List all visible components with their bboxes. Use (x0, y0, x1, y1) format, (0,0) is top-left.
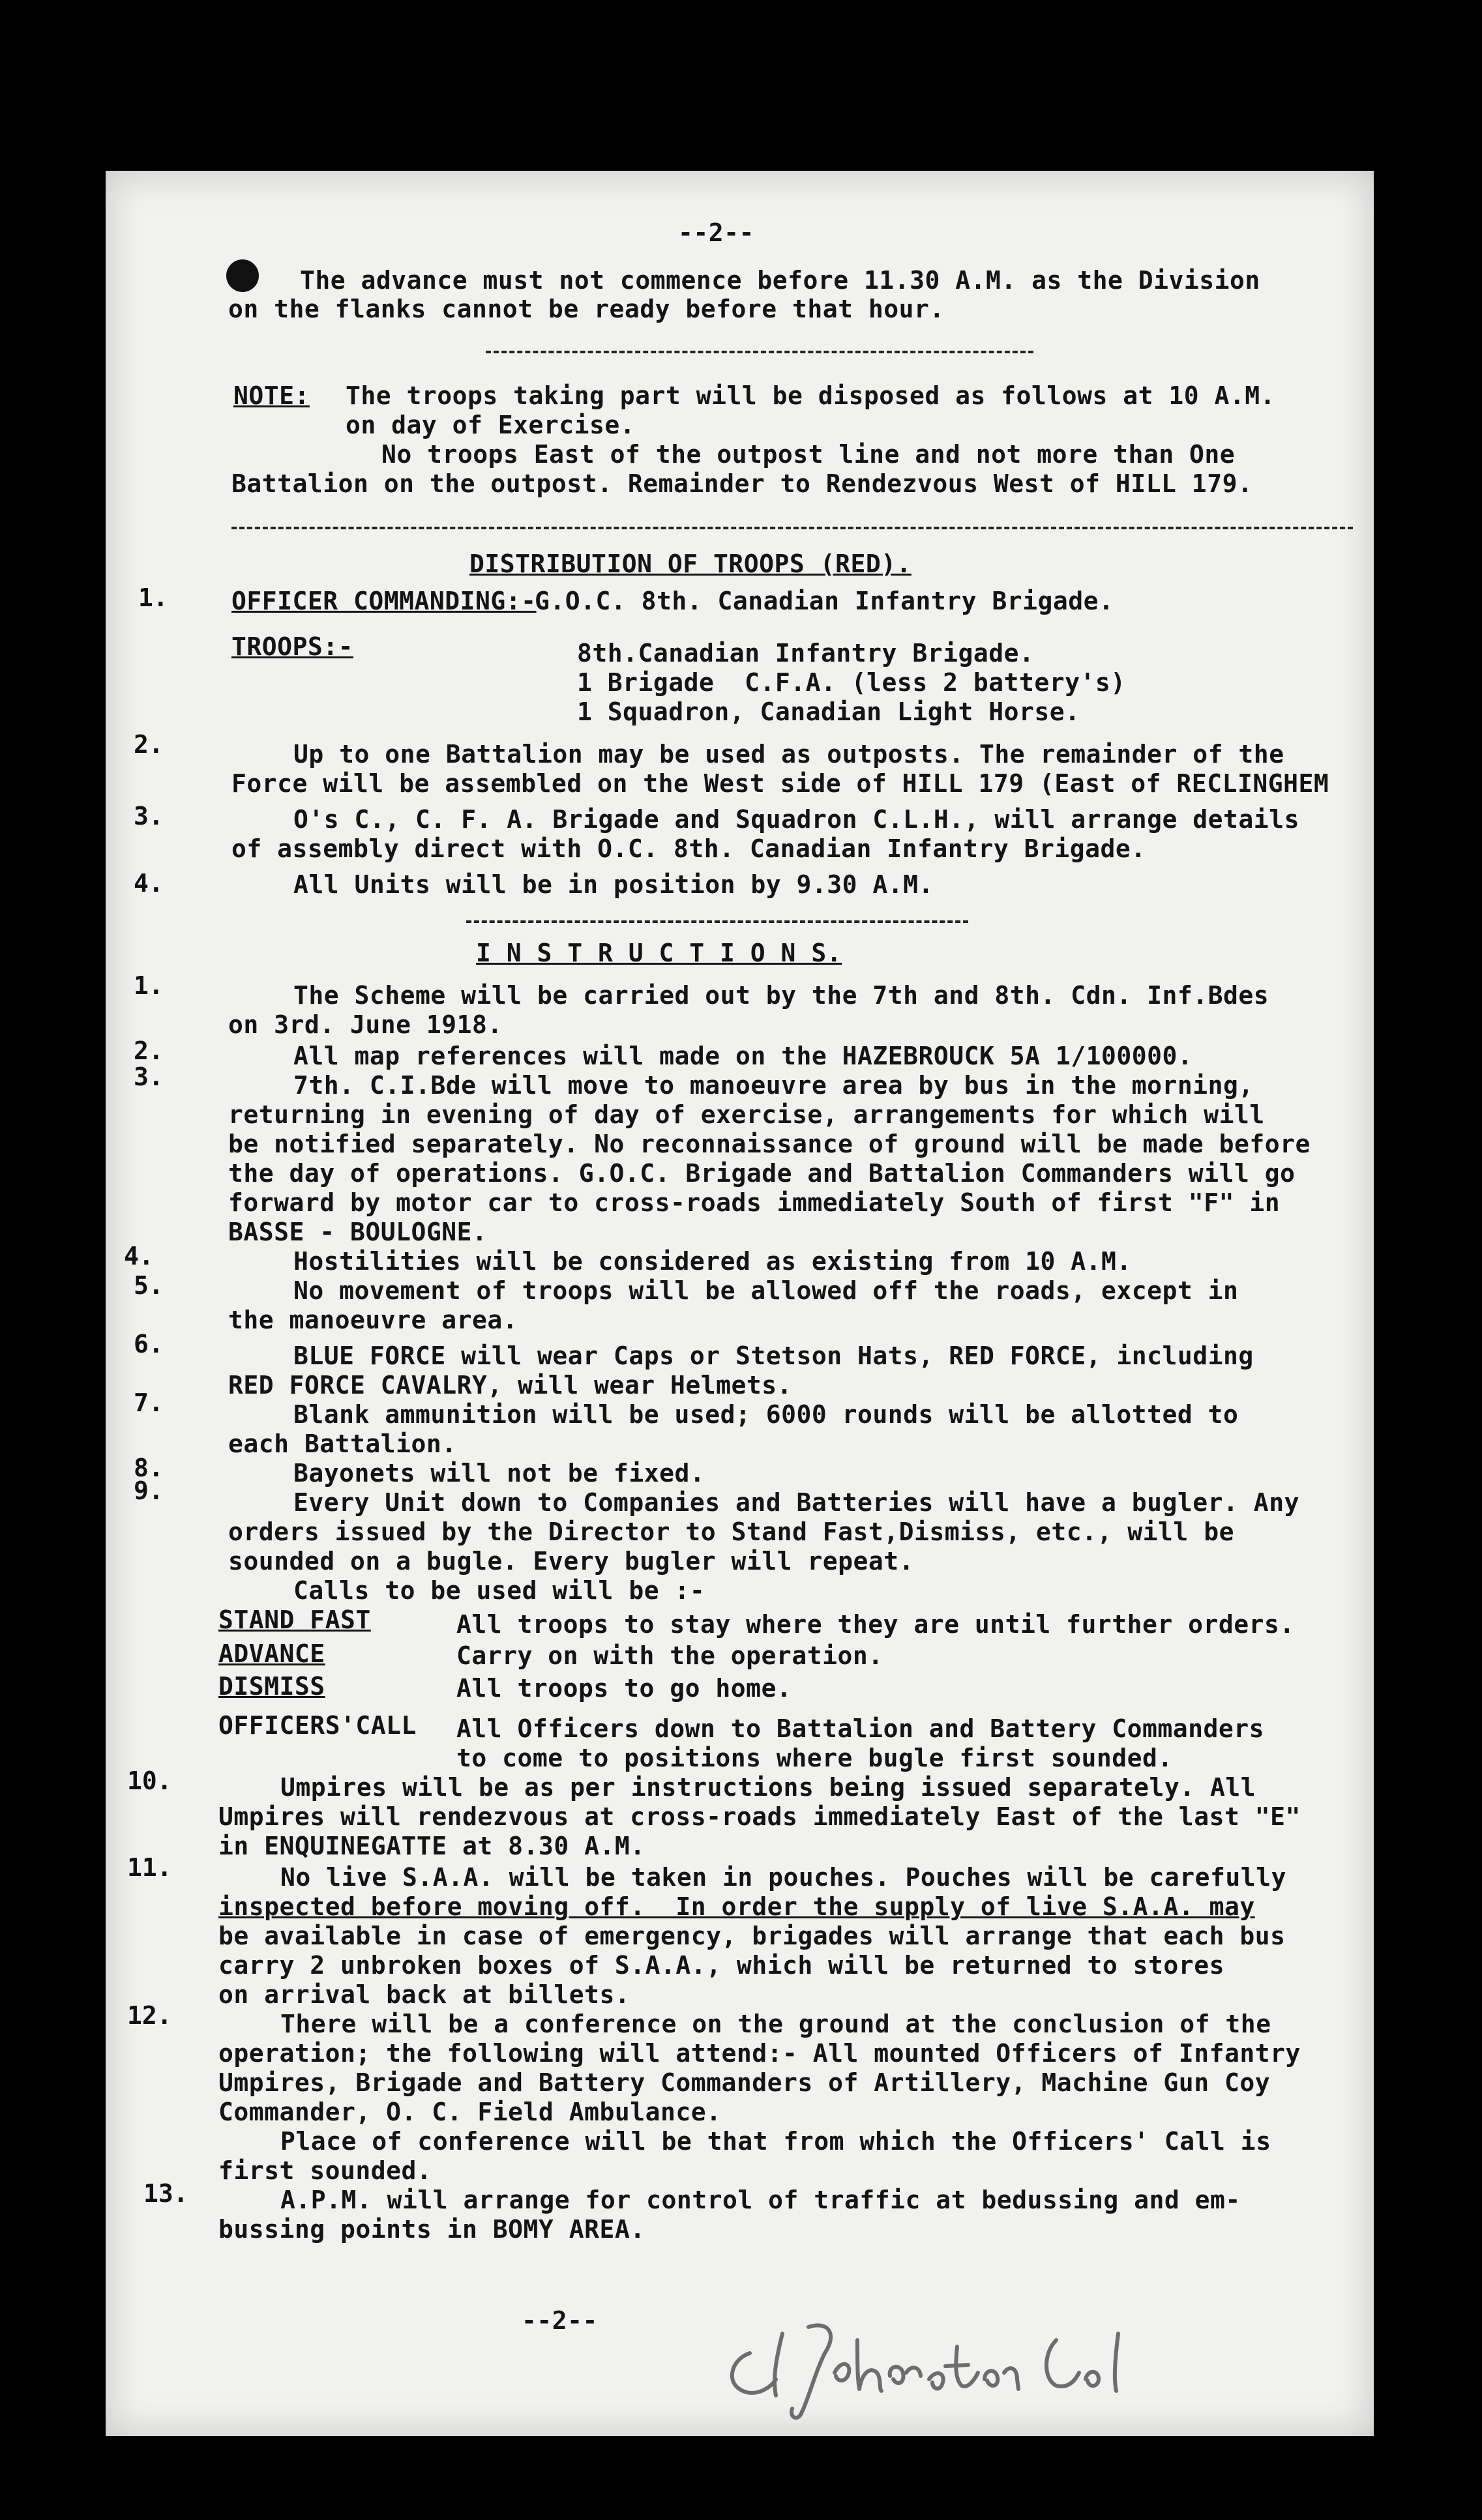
intro-line-1: The advance must not commence before 11.30 A.M. as the Division (300, 266, 1260, 295)
para-10-line: Umpires will rendezvous at cross-roads immediately East of the last "E" (218, 1802, 1301, 1831)
para-number: 4. (134, 869, 164, 898)
note-label: NOTE: (233, 381, 310, 410)
para-number: 4. (124, 1242, 154, 1270)
para-13-line: A.P.M. will arrange for control of traffic at bedussing and em- (280, 2186, 1241, 2214)
instr-line: Blank ammunition will be used; 6000 rounds will be allotted to (293, 1400, 1239, 1429)
para-number: 7. (134, 1388, 164, 1417)
call-desc: Carry on with the operation. (456, 1641, 883, 1670)
call-desc: All Officers down to Battalion and Battery Commanders (456, 1714, 1265, 1743)
separator-dashes (466, 920, 968, 923)
call-name: OFFICERS'CALL (218, 1711, 417, 1740)
call-desc: All troops to go home. (456, 1674, 792, 1703)
instr-line: be notified separately. No reconnaissance of ground will be made before (228, 1130, 1311, 1158)
para-number: 13. (143, 2179, 188, 2208)
para-number: 1. (138, 583, 168, 612)
instr-line: RED FORCE CAVALRY, will wear Helmets. (228, 1371, 792, 1399)
instr-line: All map references will made on the HAZEBROUCK 5A 1/100000. (293, 1042, 1193, 1070)
instr-line: Hostilities will be considered as existing from 10 A.M. (293, 1247, 1132, 1276)
instr-line: The Scheme will be carried out by the 7th and 8th. Cdn. Inf.Bdes (293, 981, 1269, 1010)
note-line-3: No troops East of the outpost line and not more than One (381, 440, 1236, 469)
instr-line: BASSE - BOULOGNE. (228, 1218, 488, 1246)
para-number: 1. (134, 971, 164, 1000)
para-11-line: be available in case of emergency, brigades will arrange that each bus (218, 1922, 1286, 1950)
troops-item: 1 Squadron, Canadian Light Horse. (577, 697, 1080, 726)
para-12-line: first sounded. (218, 2156, 432, 2185)
para-11-line: inspected before moving off. In order the supply of live S.A.A. may (218, 1892, 1255, 1921)
para-12-line: Commander, O. C. Field Ambulance. (218, 2098, 722, 2126)
para-12-line: Place of conference will be that from which the Officers' Call is (280, 2127, 1271, 2156)
instr-line: Every Unit down to Companies and Batteries will have a bugler. Any (293, 1488, 1299, 1517)
para-10-line: Umpires will be as per instructions being issued separately. All (280, 1773, 1256, 1802)
para-number: 8. (134, 1454, 164, 1482)
call-name: STAND FAST (218, 1605, 371, 1634)
page-number-bottom: --2-- (522, 2306, 598, 2335)
intro-line-2: on the flanks cannot be ready before that hour. (228, 295, 945, 323)
para-number: 9. (134, 1476, 164, 1505)
instr-line: on 3rd. June 1918. (228, 1010, 503, 1039)
call-name: ADVANCE (218, 1639, 325, 1668)
call-name: DISMISS (218, 1672, 325, 1701)
instr-line: No movement of troops will be allowed off the roads, except in (293, 1276, 1239, 1305)
handwritten-signature (711, 2281, 1167, 2425)
para-number: 10. (127, 1766, 172, 1795)
instr-line: sounded on a bugle. Every bugler will repeat. (228, 1547, 915, 1575)
para-2-line-1: Up to one Battalion may be used as outposts. The remainder of the (293, 740, 1284, 769)
para-number: 12. (127, 2001, 172, 2030)
note-line-4: Battalion on the outpost. Remainder to Rendezvous West of HILL 179. (231, 469, 1253, 498)
distribution-heading: DISTRIBUTION OF TROOPS (RED). (469, 549, 911, 578)
punch-hole (226, 259, 259, 292)
call-desc: All troops to stay where they are until further orders. (456, 1610, 1295, 1639)
para-13-line: bussing points in BOMY AREA. (218, 2215, 645, 2244)
instr-line: returning in evening of day of exercise, arrangements for which will (228, 1100, 1265, 1129)
page-number-top: --2-- (678, 218, 754, 247)
instr-line: Calls to be used will be :- (293, 1576, 705, 1605)
instr-line: Bayonets will not be fixed. (293, 1459, 705, 1487)
para-11-line: carry 2 unbroken boxes of S.A.A., which will be returned to stores (218, 1951, 1224, 1980)
instr-line: BLUE FORCE will wear Caps or Stetson Hats, RED FORCE, including (293, 1341, 1254, 1370)
separator-dashes-long (231, 527, 1353, 529)
instr-line: each Battalion. (228, 1429, 457, 1458)
para-11-line: on arrival back at billets. (218, 1980, 630, 2009)
separator-dashes (486, 351, 1033, 353)
call-desc: to come to positions where bugle first sounded. (456, 1744, 1173, 1772)
troops-label: TROOPS:- (231, 632, 354, 661)
troops-item: 8th.Canadian Infantry Brigade. (577, 639, 1035, 667)
para-11-line: No live S.A.A. will be taken in pouches. Pouches will be carefully (280, 1863, 1286, 1892)
para-number: 11. (127, 1853, 172, 1882)
instr-line: orders issued by the Director to Stand Fast,Dismiss, etc., will be (228, 1517, 1234, 1546)
para-10-line: in ENQUINEGATTE at 8.30 A.M. (218, 1832, 645, 1860)
instr-line: forward by motor car to cross-roads immediately South of first "F" in (228, 1188, 1281, 1217)
para-2-line-2: Force will be assembled on the West side of HILL 179 (East of RECLINGHEM (231, 769, 1329, 798)
instr-line: the day of operations. G.O.C. Brigade and Battalion Commanders will go (228, 1159, 1296, 1188)
officer-commanding-value: G.O.C. 8th. Canadian Infantry Brigade. (535, 587, 1114, 615)
para-number: 3. (134, 802, 164, 830)
note-line-2: on day of Exercise. (346, 411, 636, 439)
para-12-line: Umpires, Brigade and Battery Commanders of Artillery, Machine Gun Coy (218, 2068, 1271, 2097)
instr-line: the manoeuvre area. (228, 1306, 518, 1334)
para-12-line: There will be a conference on the ground at the conclusion of the (280, 2010, 1271, 2038)
para-3-line-1: O's C., C. F. A. Brigade and Squadron C.L.H., will arrange details (293, 805, 1299, 834)
para-4-line: All Units will be in position by 9.30 A.M. (293, 870, 934, 899)
para-12-line: operation; the following will attend:- All mounted Officers of Infantry (218, 2039, 1301, 2068)
para-number: 3. (134, 1062, 164, 1091)
note-line-1: The troops taking part will be disposed as follows at 10 A.M. (346, 381, 1276, 410)
para-number: 5. (134, 1271, 164, 1300)
troops-item: 1 Brigade C.F.A. (less 2 battery's) (577, 668, 1126, 697)
para-number: 2. (134, 1036, 164, 1065)
instr-line: 7th. C.I.Bde will move to manoeuvre area by bus in the morning, (293, 1071, 1254, 1100)
officer-commanding-label: OFFICER COMMANDING:- (231, 587, 537, 615)
instructions-heading: I N S T R U C T I O N S. (476, 939, 842, 967)
para-number: 2. (134, 730, 164, 759)
para-3-line-2: of assembly direct with O.C. 8th. Canadian Infantry Brigade. (231, 834, 1146, 863)
para-number: 6. (134, 1330, 164, 1358)
